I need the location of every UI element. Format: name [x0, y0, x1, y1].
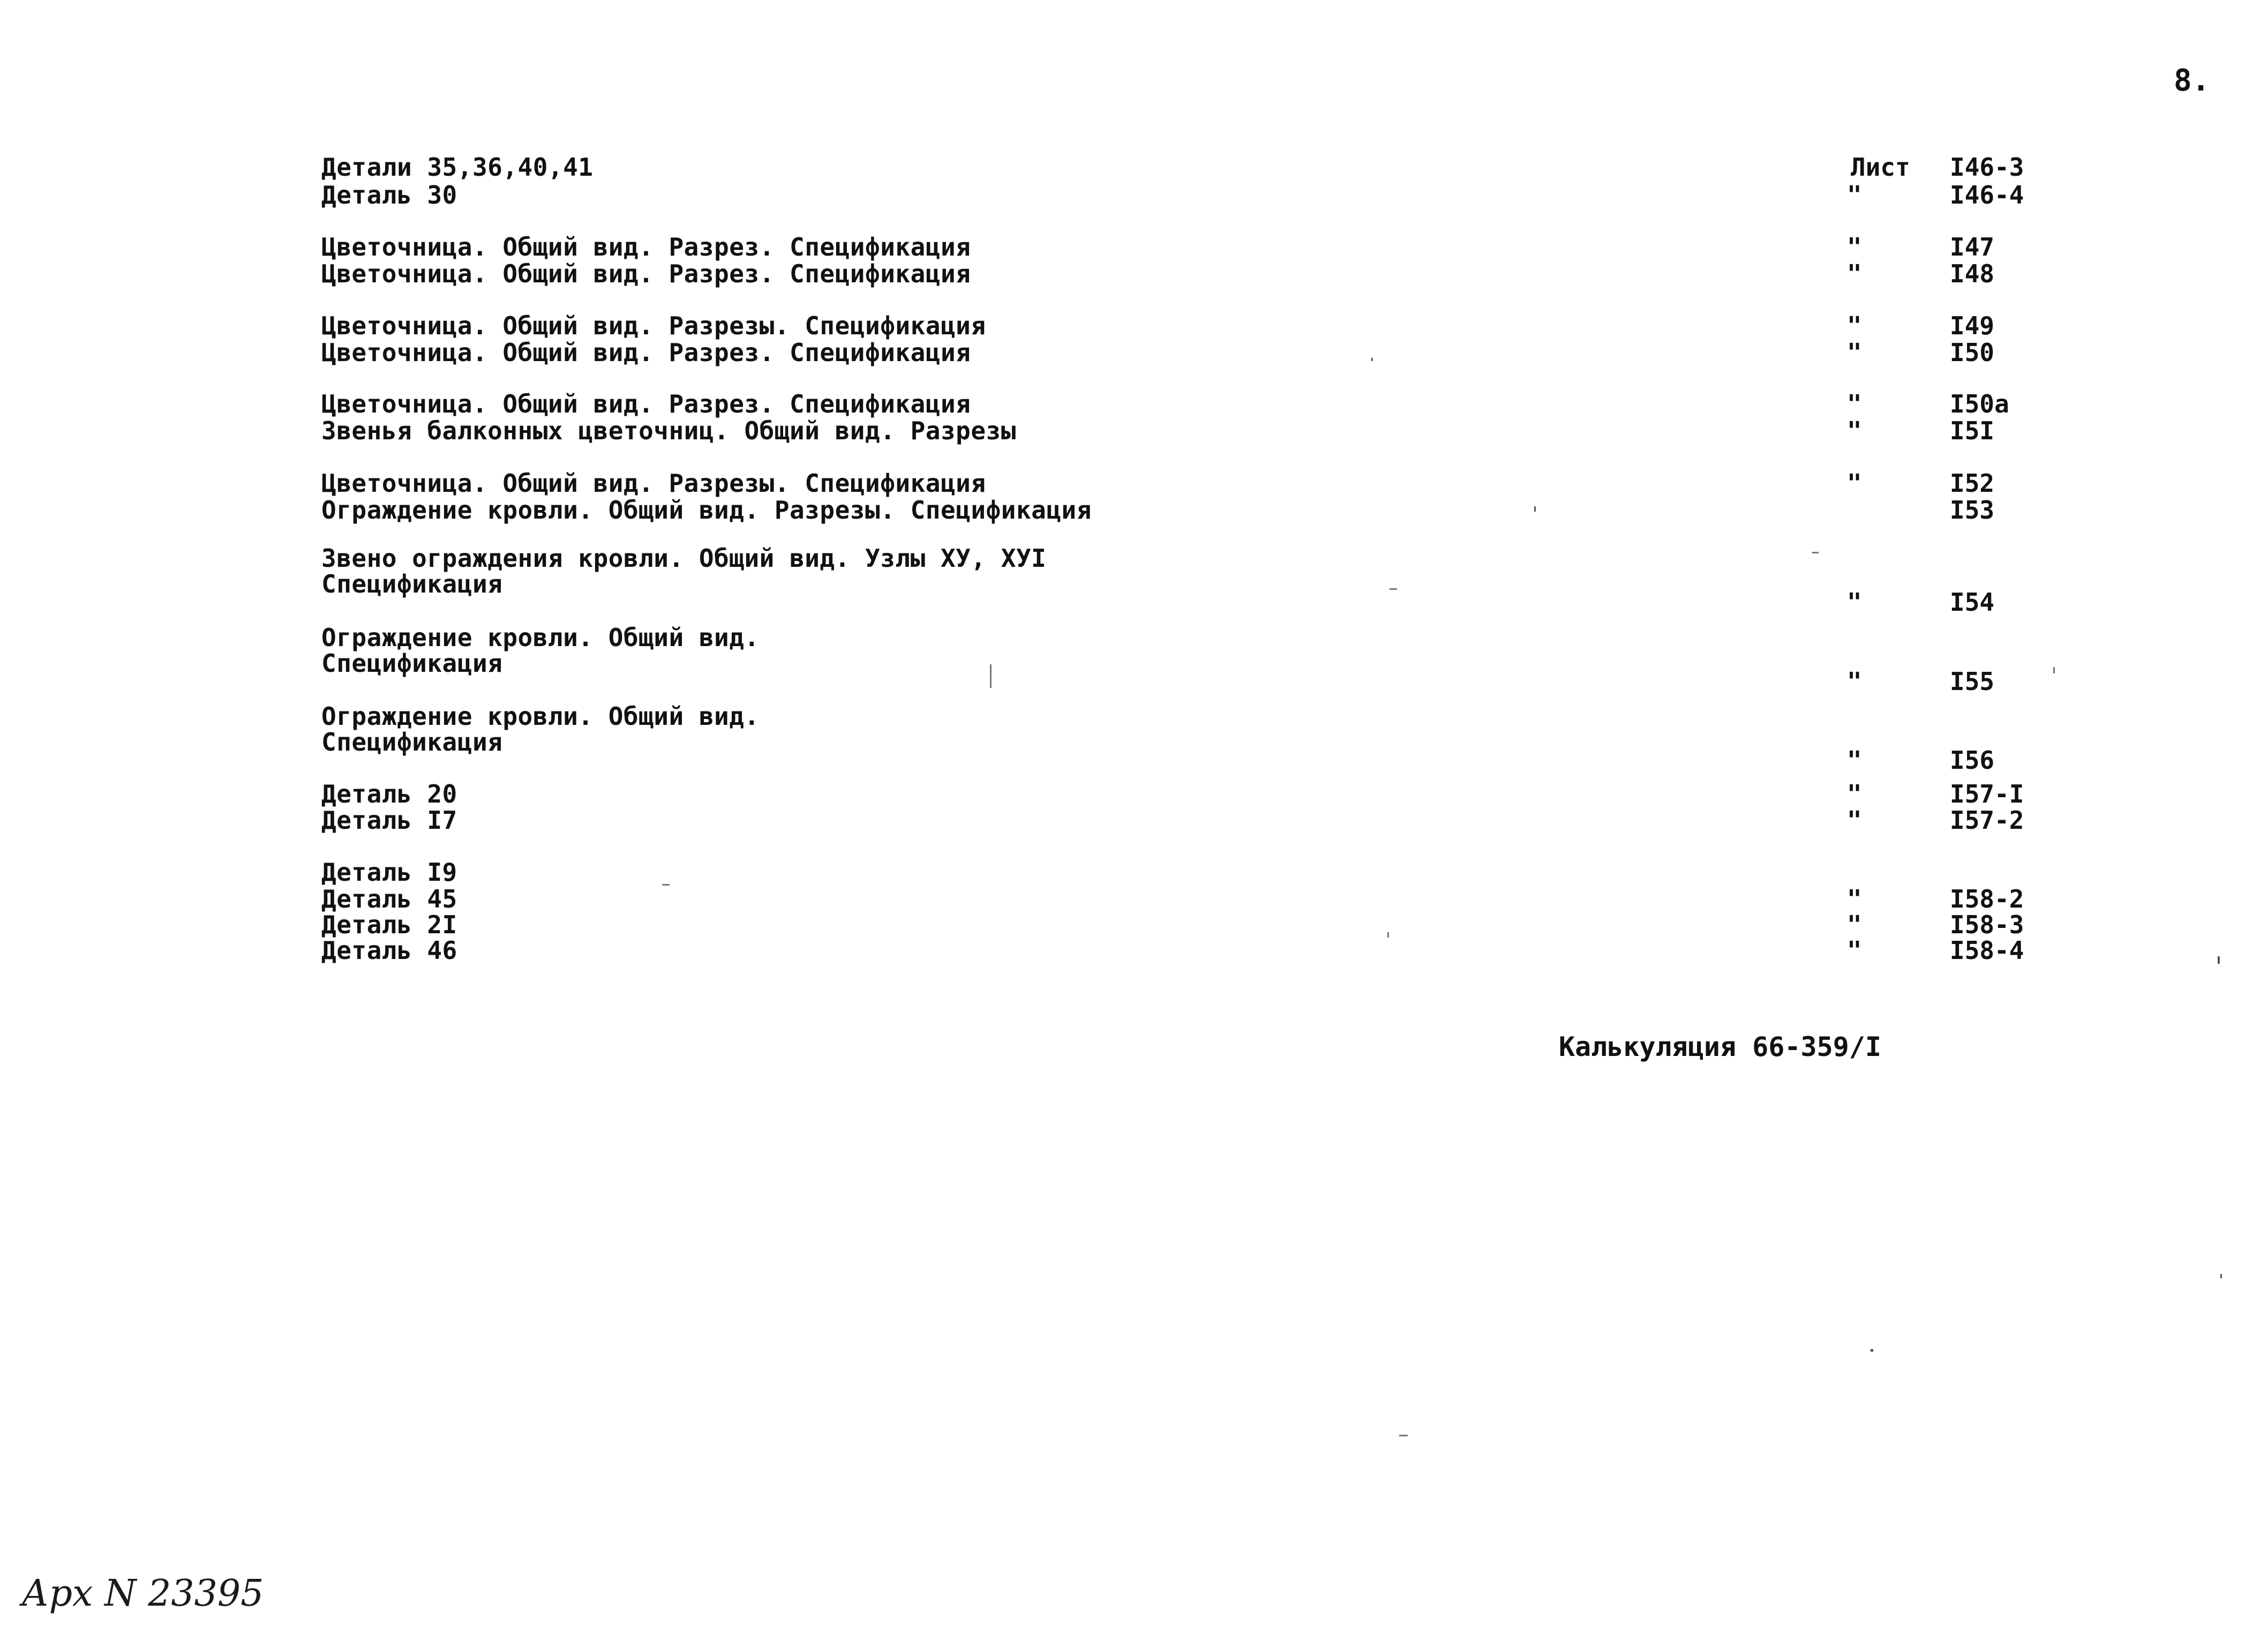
ditto-mark: ": [1847, 667, 1862, 696]
row-description: Цветочница. Общий вид. Разрез. Спецификация: [321, 389, 971, 418]
ditto-mark: ": [1847, 806, 1862, 835]
sheet-number: I48: [1950, 259, 1995, 288]
calculation-reference: Калькуляция 66-359/I: [1559, 1031, 1882, 1062]
sheet-number: I55: [1950, 667, 1995, 696]
sheet-number: I53: [1950, 496, 1995, 524]
row-description: Ограждение кровли. Общий вид.: [321, 623, 760, 652]
page-number: 8.: [2174, 63, 2210, 98]
sheet-number: I54: [1950, 588, 1995, 617]
ditto-mark: ": [1847, 389, 1862, 418]
speck: [990, 664, 992, 688]
row-description: Деталь 2I: [321, 910, 457, 939]
row-description: Спецификация: [321, 570, 503, 598]
ditto-mark: ": [1847, 416, 1862, 445]
ditto-mark: ": [1847, 746, 1862, 775]
row-description: Спецификация: [321, 649, 503, 678]
sheet-number: I52: [1950, 469, 1995, 498]
ditto-mark: ": [1847, 469, 1862, 498]
sheet-number: I57-2: [1950, 806, 2024, 835]
speck: [1871, 1349, 1873, 1352]
sheet-number: I56: [1950, 746, 1995, 775]
sheet-number: I47: [1950, 233, 1995, 261]
row-description: Звенья балконных цветочниц. Общий вид. Разрезы: [321, 416, 1016, 445]
row-description: Цветочница. Общий вид. Разрез. Спецификация: [321, 338, 971, 367]
row-description: Цветочница. Общий вид. Разрезы. Спецификация: [321, 311, 986, 340]
row-description: Цветочница. Общий вид. Разрезы. Спецификация: [321, 469, 986, 498]
row-description: Деталь I9: [321, 858, 457, 887]
ditto-mark: ": [1847, 338, 1862, 367]
sheet-number: I50: [1950, 338, 1995, 367]
sheet-number: I46-3: [1950, 153, 2024, 182]
row-description: Ограждение кровли. Общий вид.: [321, 702, 760, 731]
row-description: Деталь 30: [321, 181, 457, 209]
ditto-mark: ": [1847, 780, 1862, 808]
row-description: Цветочница. Общий вид. Разрез. Спецификация: [321, 233, 971, 261]
ditto-mark: ": [1847, 311, 1862, 340]
row-description: Деталь 45: [321, 885, 457, 913]
ditto-mark: ": [1847, 910, 1862, 939]
speck: [1371, 358, 1373, 361]
sheet-number: I49: [1950, 311, 1995, 340]
sheet-number: I58-2: [1950, 885, 2024, 913]
ditto-mark: ": [1847, 885, 1862, 913]
speck: [2053, 667, 2055, 673]
speck: [1387, 932, 1389, 938]
sheet-label: Лист: [1851, 153, 1910, 182]
row-description: Звено ограждения кровли. Общий вид. Узлы ХУ, ХУI: [321, 544, 1047, 573]
speck: [1390, 588, 1397, 590]
sheet-number: I5I: [1950, 416, 1995, 445]
speck: [1812, 552, 1819, 553]
speck: [662, 884, 670, 886]
ditto-mark: ": [1847, 588, 1862, 617]
speck: [2218, 956, 2220, 964]
sheet-number: I50а: [1950, 389, 2009, 418]
sheet-number: I58-3: [1950, 910, 2024, 939]
row-description: Цветочница. Общий вид. Разрез. Спецификация: [321, 259, 971, 288]
row-description: Ограждение кровли. Общий вид. Разрезы. Спецификация: [321, 496, 1092, 524]
ditto-mark: ": [1847, 181, 1862, 209]
row-description: Деталь 46: [321, 936, 457, 965]
ditto-mark: ": [1847, 233, 1862, 261]
row-description: Деталь 20: [321, 780, 457, 808]
speck: [2220, 1274, 2222, 1278]
row-description: Деталь I7: [321, 806, 457, 835]
sheet-number: I58-4: [1950, 936, 2024, 965]
ditto-mark: ": [1847, 259, 1862, 288]
speck: [1399, 1435, 1408, 1436]
row-description: Спецификация: [321, 728, 503, 756]
sheet-number: I57-I: [1950, 780, 2024, 808]
sheet-number: I46-4: [1950, 181, 2024, 209]
row-description: Детали 35,36,40,41: [321, 153, 594, 182]
ditto-mark: ": [1847, 936, 1862, 965]
archive-stamp: Арх N 23395: [21, 1572, 264, 1615]
speck: [1534, 506, 1536, 512]
